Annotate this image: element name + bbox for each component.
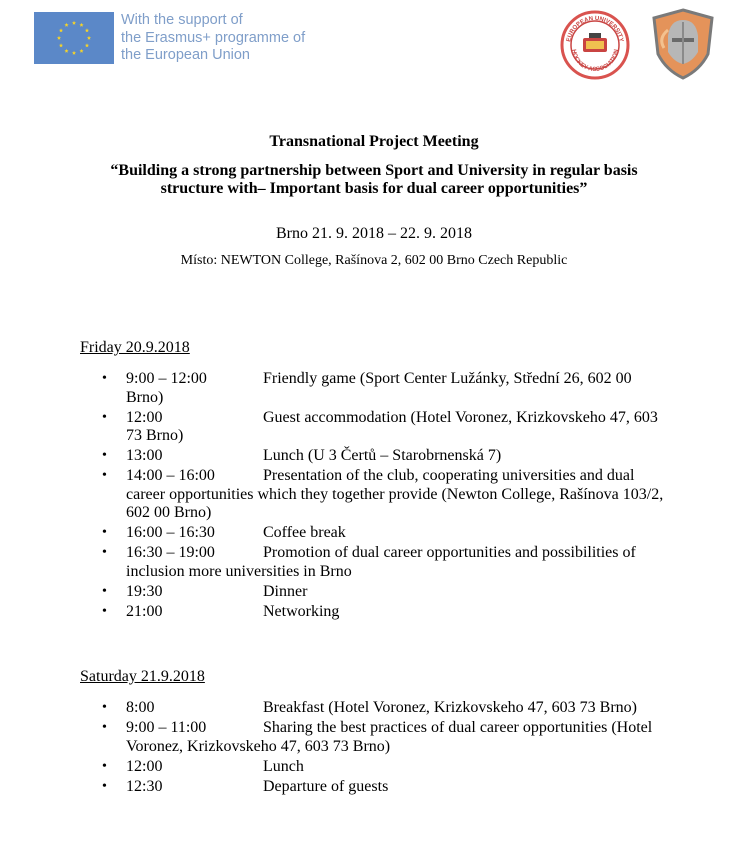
schedule-time: 12:30 [126,777,163,795]
eu-star-icon [64,49,68,53]
svg-text:HOCKEY ASSOCIATION: HOCKEY ASSOCIATION [569,48,621,74]
meeting-location: Místo: NEWTON College, Rašínova 2, 602 00 Brno Czech Republic [180,253,568,268]
schedule-item [0,699,671,718]
schedule-description: Presentation of the club, cooperating universities and dual career opportunities which they together provide (Newton College, Rašínova 103/2, 602 00 Brno) [126,467,664,521]
eu-star-icon [72,51,76,55]
schedule-description: Promotion of dual career opportunities and possibilities of inclusion more universities in Brno [126,544,636,580]
schedule-item [0,583,671,602]
schedule-description: Sharing the best practices of dual career opportunities (Hotel Voronez, Krizkovskeho 47, 603 73 Brno) [126,719,653,755]
schedule-description: Lunch (U 3 Čertů – Starobrnenská 7) [263,447,502,464]
meeting-title: Transnational Project Meeting [269,133,479,150]
bullet-icon: • [102,583,107,599]
schedule-time: 13:00 [126,447,163,464]
eu-star-icon [85,43,89,47]
schedule-list-friday [0,370,748,623]
meeting-subtitle [0,162,748,198]
schedule-item [0,409,671,446]
meeting-dates: Brno 21. 9. 2018 – 22. 9. 2018 [276,225,472,242]
subtitle-line: structure with– Important basis for dual career opportunities” [160,180,588,197]
schedule-item [0,524,671,543]
bullet-icon: • [102,603,107,619]
schedule-description: Dinner [263,582,308,600]
bullet-icon: • [102,700,107,715]
schedule-item [0,467,671,523]
eu-star-icon [85,28,89,32]
schedule-time: 9:00 – 12:00 [126,370,207,387]
bullet-icon: • [102,371,107,386]
subtitle-line: “Building a strong partnership between Sport and University in regular basis [110,162,638,179]
schedule-description: Coffee break [263,524,346,541]
bullet-icon: • [102,778,107,794]
bullet-icon: • [102,468,107,483]
schedule-item [0,719,671,756]
schedule-item [0,603,671,622]
schedule-time: 12:00 [126,757,163,775]
hockey-association-logo-icon [560,10,630,80]
bullet-icon: • [102,545,107,560]
knight-shield-logo-icon [650,8,716,80]
eu-star-icon [57,36,61,40]
eu-star-icon [59,28,63,32]
bullet-icon: • [102,448,107,463]
schedule-time: 16:00 – 16:30 [126,524,215,541]
schedule-description: Guest accommodation (Hotel Voronez, Krizkovskeho 47, 603 73 Brno) [126,408,658,444]
day-heading-saturday: Saturday 21.9.2018 [80,668,205,685]
schedule-time: 19:30 [126,582,163,600]
schedule-time: 14:00 – 16:00 [126,467,215,484]
schedule-item [0,447,671,466]
schedule-time: 8:00 [126,699,155,716]
schedule-time: 9:00 – 11:00 [126,719,207,736]
eu-star-icon [64,23,68,27]
eu-text-line: With the support of [121,12,243,28]
svg-text:EUROPEAN UNIVERSITY: EUROPEAN UNIVERSITY [566,15,624,43]
schedule-description: Departure of guests [263,777,389,795]
schedule-item [0,758,671,777]
schedule-description: Lunch [263,757,304,775]
eu-star-icon [87,36,91,40]
bullet-icon: • [102,720,107,735]
schedule-item [0,370,671,407]
schedule-description: Networking [263,602,340,620]
schedule-time: 12:00 [126,408,163,426]
bullet-icon: • [102,409,107,425]
eu-text-line: the European Union [121,47,250,63]
schedule-list-saturday [0,699,748,798]
eu-flag-icon [34,12,114,64]
schedule-item [0,778,671,797]
schedule-time: 16:30 – 19:00 [126,544,215,561]
schedule-item [0,544,671,581]
eu-star-icon [59,43,63,47]
schedule-description: Breakfast (Hotel Voronez, Krizkovskeho 47, 603 73 Brno) [263,699,637,716]
eu-text-line: the Erasmus+ programme of [121,29,306,46]
schedule-description: Friendly game (Sport Center Lužánky, Střední 26, 602 00 Brno) [126,370,632,406]
bullet-icon: • [102,758,107,774]
eu-star-icon [79,49,83,53]
eu-support-text [121,12,305,65]
eu-star-icon [72,21,76,25]
eu-star-icon [79,23,83,27]
day-heading-friday: Friday 20.9.2018 [80,339,190,356]
bullet-icon: • [102,525,107,540]
schedule-time: 21:00 [126,602,163,620]
eu-support-block [34,12,305,65]
